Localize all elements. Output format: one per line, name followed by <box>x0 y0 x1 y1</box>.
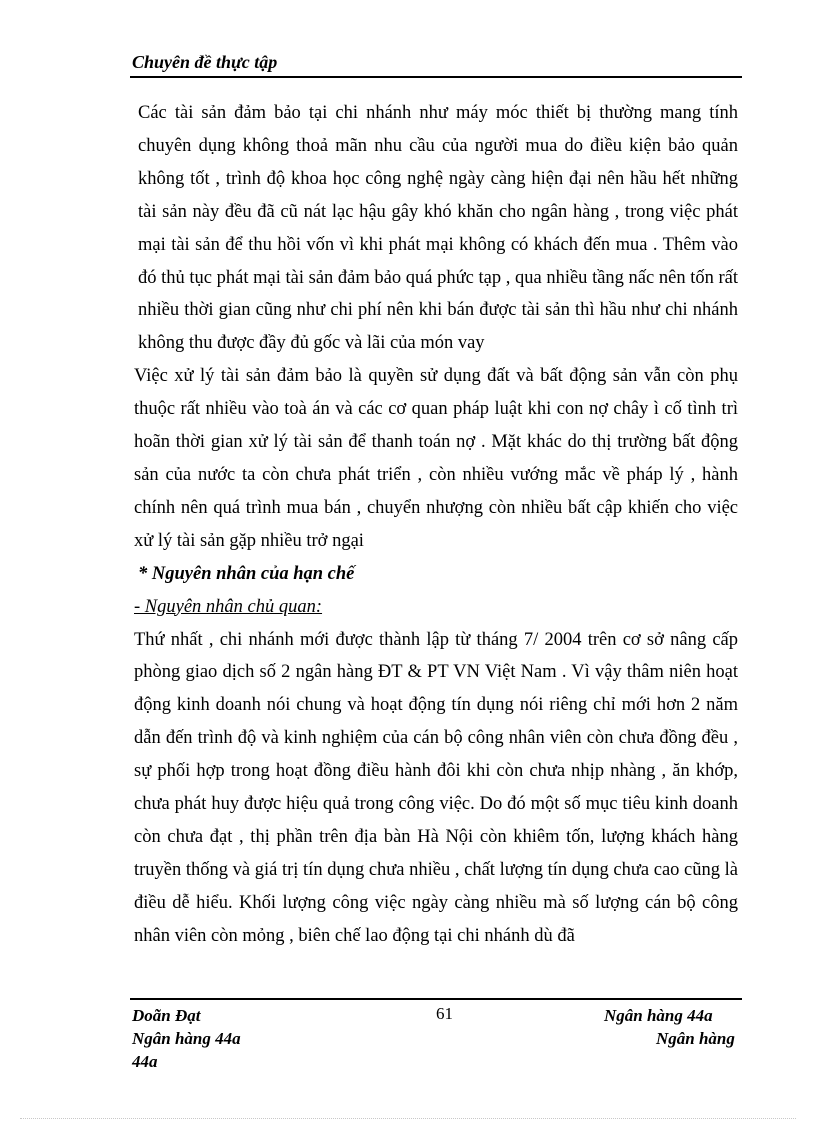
paragraph-collateral-assets: Các tài sản đảm bảo tại chi nhánh như máy móc thiết bị thường mang tính chuyên dụng không thoả mãn nhu cầu của người mua do điều kiện bảo quản không tốt , trình độ khoa học công nghệ ngày càng hiện đại nên hầu hết những tài sản này đều đã cũ nát lạc hậu gây khó khăn cho ngân hàng , trong việc phát mại tài sản để thu hồi vốn vì khi phát mại không có khách đến mua . Thêm vào đó thủ tục phát mại tài sản đảm bảo quá phức tạp , qua nhiều tầng nấc nên tốn rất nhiều thời gian cũng như chi phí nên khi bán được tài sản thì hầu như chi nhánh không thu được đầy đủ gốc và lãi của món vay <box>138 103 738 354</box>
footer-department-left: Ngân hàng 44a <box>132 1029 241 1048</box>
paragraph-first-cause: Thứ nhất , chi nhánh mới được thành lập từ tháng 7/ 2004 trên cơ sở nâng cấp phòng giao dịch số 2 ngân hàng ĐT & PT VN Việt Nam . Vì vậy thâm niên hoạt động kinh doanh nói chung và hoạt động tín dụng nói riêng chỉ mới hơn 2 năm dẫn đến trình độ và kinh nghiệm của cán bộ công nhân viên còn chưa đồng đều , sự phối hợp trong hoạt đồng điều hành đôi khi còn chưa nhịp nhàng , ăn khớp, chưa phát huy được hiệu quả trong công việc. Do đó một số mục tiêu kinh doanh còn chưa đạt , thị phần trên địa bàn Hà Nội còn khiêm tốn, lượng khách hàng truyền thống và giá trị tín dụng chưa nhiều , chất lượng tín dụng chưa cao cũng là điều dễ hiểu. Khối lượng công việc ngày càng nhiều mà số lượng cán bộ công nhân viên còn mỏng , biên chế lao động tại chi nhánh dù đã <box>134 629 738 946</box>
header-divider <box>130 76 742 78</box>
page-number: 61 <box>436 1004 453 1023</box>
footer-divider <box>130 998 742 1000</box>
footer-class-code: 44a <box>132 1052 158 1071</box>
page-header-title: Chuyên đề thực tập <box>132 52 278 72</box>
footer-department-right-second: Ngân hàng <box>656 1029 735 1048</box>
footer-author: Doãn Đạt <box>132 1006 201 1025</box>
page-bottom-edge <box>20 1118 796 1119</box>
footer-department-right: Ngân hàng 44a <box>604 1006 713 1025</box>
section-heading-causes: * Nguyên nhân của hạn chế <box>138 563 355 584</box>
subsection-heading-subjective-causes: - Nguyên nhân chủ quan: <box>134 596 323 617</box>
document-body <box>134 97 738 953</box>
paragraph-land-use-rights: Việc xử lý tài sản đảm bảo là quyền sử dụng đất và bất động sản vẫn còn phụ thuộc rất nhiều vào toà án và các cơ quan pháp luật khi con nợ chây ì cố tình trì hoãn thời gian xử lý tài sản để thanh toán nợ . Mặt khác do thị trường bất động sản của nước ta còn chưa phát triển , còn nhiều vướng mắc về pháp lý , hành chính nên quá trình mua bán , chuyển nhượng còn nhiều bất cập khiến cho việc xử lý tài sản gặp nhiều trở ngại <box>134 366 738 551</box>
